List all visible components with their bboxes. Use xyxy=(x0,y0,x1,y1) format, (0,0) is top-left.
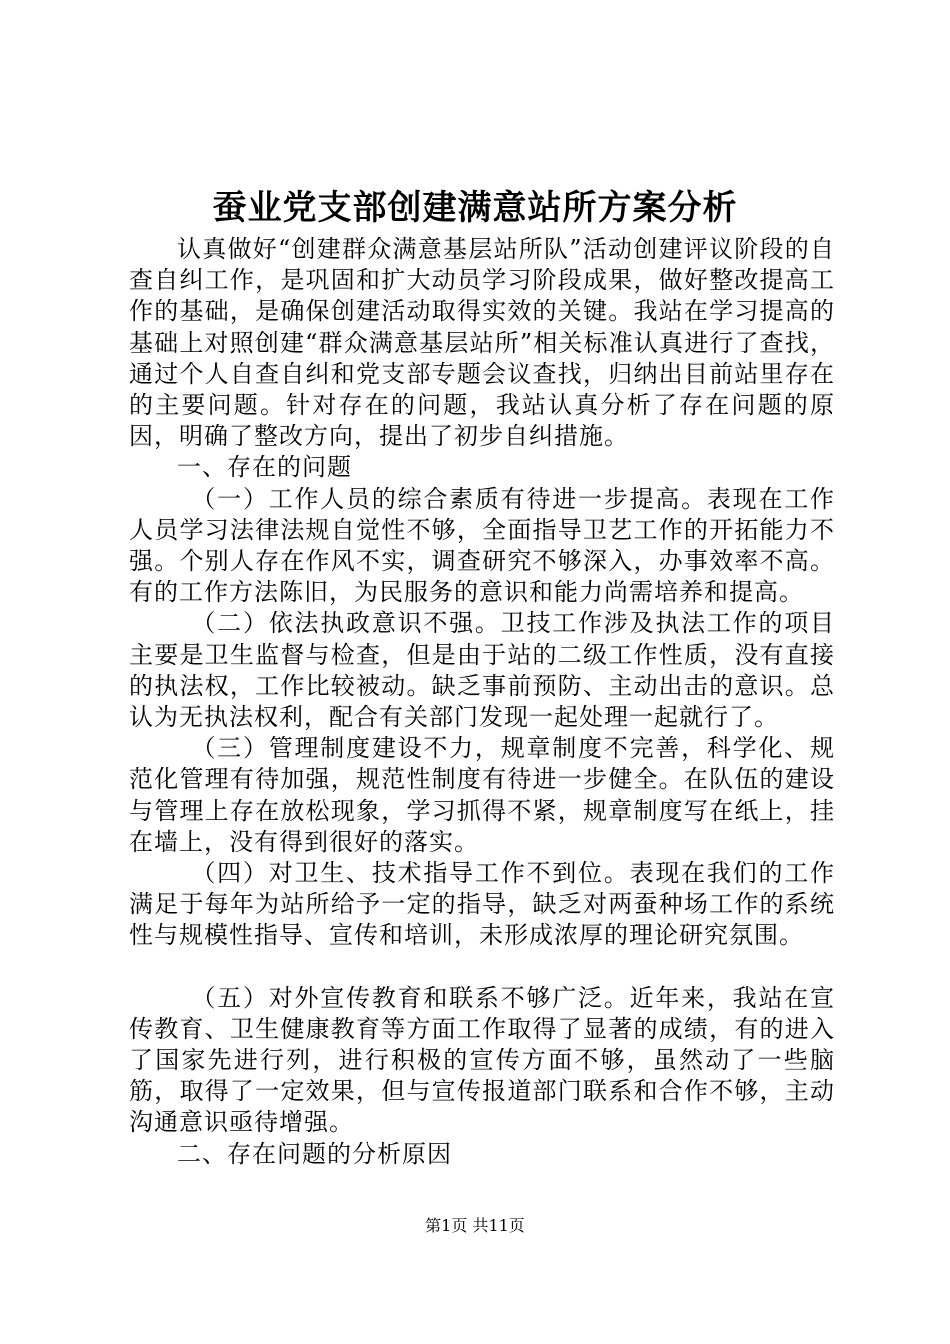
issue-paragraph-2: （二）依法执政意识不强。卫技工作涉及执法工作的项目主要是卫生监督与检查，但是由于站的二级工作性质，没有直接的执法权，工作比较被动。缺乏事前预防、主动出击的意识。总认为无执法权利，配合有关部门发现一起处理一起就行了。 xyxy=(129,609,835,732)
section-heading-1: 一、存在的问题 xyxy=(177,453,352,482)
issue-paragraph-1: （一）工作人员的综合素质有待进一步提高。表现在工作人员学习法律法规自觉性不够，全面指导卫艺工作的开拓能力不强。个别人存在作风不实，调查研究不够深入，办事效率不高。有的工作方法陈旧，为民服务的意识和能力尚需培养和提高。 xyxy=(129,484,835,607)
issue-paragraph-5: （五）对外宣传教育和联系不够广泛。近年来，我站在宣传教育、卫生健康教育等方面工作取得了显著的成绩，有的进入了国家先进行列，进行积极的宣传方面不够，虽然动了一些脑筋，取得了一定效果，但与宣传报道部门联系和合作不够，主动沟通意识亟待增强。 xyxy=(129,983,835,1137)
section-heading-2: 二、存在问题的分析原因 xyxy=(177,1139,452,1168)
issue-paragraph-3: （三）管理制度建设不力，规章制度不完善，科学化、规范化管理有待加强，规范性制度有待进一步健全。在队伍的建设与管理上存在放松现象，学习抓得不紧，规章制度写在纸上，挂在墙上，没有得到很好的落实。 xyxy=(129,734,835,856)
intro-paragraph: 认真做好“创建群众满意基层站所队”活动创建评议阶段的自查自纠工作，是巩固和扩大动员学习阶段成果，做好整改提高工作的基础，是确保创建活动取得实效的关键。我站在学习提高的基础上对照创建“群众满意基层站所”相关标准认真进行了查找，通过个人自查自纠和党支部专题会议查找，归纳出目前站里存在的主要问题。针对存在的问题，我站认真分析了存在问题的原因，明确了整改方向，提出了初步自纠措施。 xyxy=(129,235,835,451)
blank-line xyxy=(129,952,835,983)
document-body xyxy=(129,234,835,1170)
page-number: 第1页 共11页 xyxy=(425,1216,525,1235)
document-title: 蚕业党支部创建满意站所方案分析 xyxy=(212,188,738,228)
issue-paragraph-4: （四）对卫生、技术指导工作不到位。表现在我们的工作满足于每年为站所给予一定的指导，缺乏对两蚕种场工作的系统性与规模性指导、宣传和培训，未形成浓厚的理论研究氛围。 xyxy=(129,859,835,950)
